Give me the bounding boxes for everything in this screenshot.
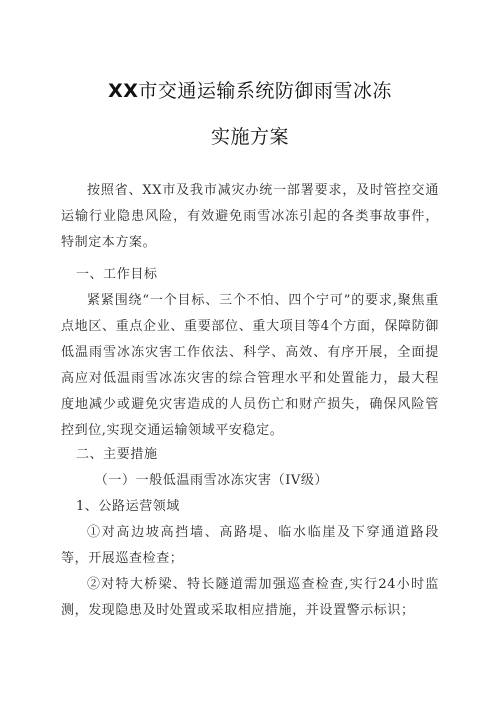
section1-paragraph: 紧紧围绕“一个目标、三个不怕、四个宁可”的要求,聚焦重点地区、重点企业、重要部位、重大项目等4个方面，保障防御低温雨雪冰冻灾害工作依法、科学、高效、有序开展，全面提高应对低温雨雪冰冻灾害的综合管理水平和处置能力，最大程度地减少或避免灾害造成的人员伤亡和财产损失，确保风险管控到位,实现交通运输领域平安稳定。 [61, 293, 439, 438]
item1-heading: 1、公路运营领域 [75, 499, 181, 514]
section2-heading: 二、主要措施 [75, 447, 158, 462]
item1-point1: ①对高边坡高挡墙、高路堤、临水临崖及下穿通道路段等，开展巡查检查； [61, 525, 439, 566]
document-title-line1 [0, 76, 500, 103]
intro-paragraph: 按照省、XX市及我市减灾办统一部署要求，及时管控交通运输行业隐患风险，有效避免雨雪冰冻引起的各类事故事件，特制定本方案。 [61, 183, 439, 250]
document-title-line2: 实施方案 [210, 126, 289, 148]
section1-heading: 一、工作目标 [75, 267, 158, 282]
subsection1-heading: （一）一般低温雨雪冰冻灾害（IV级） [94, 473, 329, 488]
item1-point2: ②对特大桥梁、特长隧道需加强巡查检查,实行24小时监测，发现隐患及时处置或采取相应措施，并设置警示标识； [61, 577, 439, 618]
title-line1-text: 市交通运输系统防御雨雪冰冻 [138, 80, 392, 102]
title-prefix: XX [108, 80, 139, 102]
